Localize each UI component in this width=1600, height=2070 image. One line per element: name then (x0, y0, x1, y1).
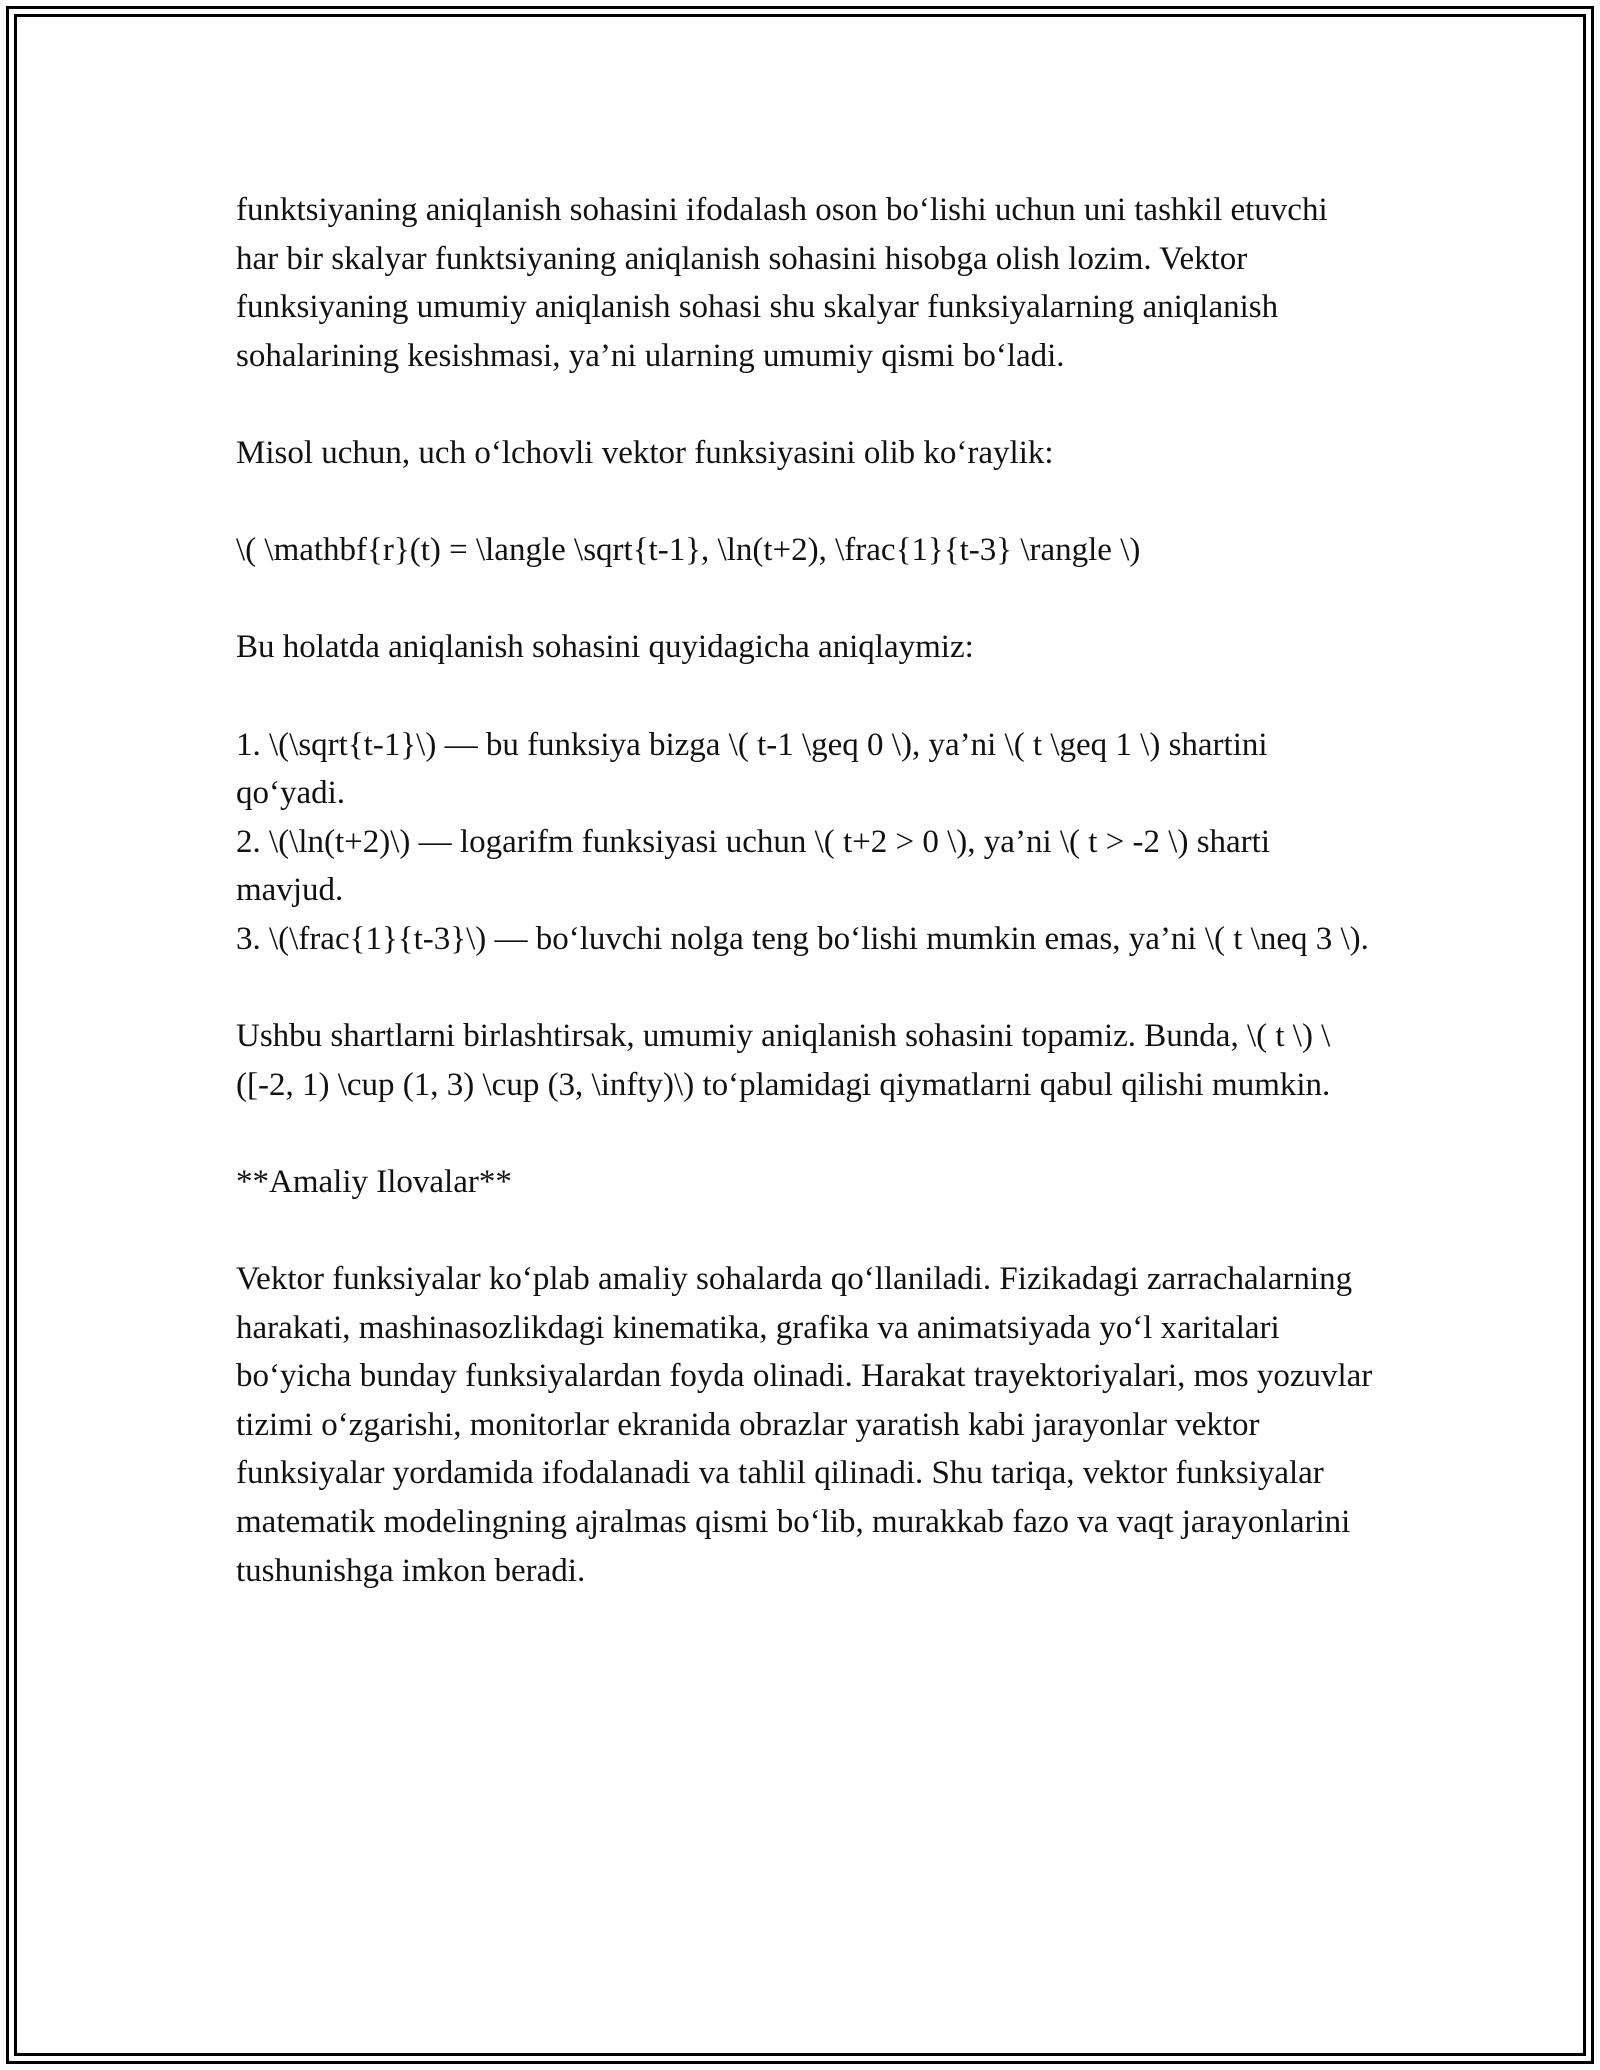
list-item-ln: 2. \(\ln(t+2)\) — logarifm funksiyasi uchun \( t+2 > 0 \), ya’ni \( t > -2 \) sharti mavjud. (236, 823, 1271, 909)
list-item-sqrt: 1. \(\sqrt{t-1}\) — bu funksiya bizga \( t-1 \geq 0 \), ya’ni \( t \geq 1 \) shartini qoʻyadi. (236, 726, 1268, 812)
document-body (236, 186, 1376, 1644)
paragraph-domain-method: Bu holatda aniqlanish sohasini quyidagicha aniqlaymiz: (236, 629, 974, 666)
formula-vector-function: \( \mathbf{r}(t) = \langle \sqrt{t-1}, \ln(t+2), \frac{1}{t-3} \rangle \) (236, 532, 1141, 569)
paragraph-domain-intro: funktsiyaning aniqlanish sohasini ifodalash oson boʻlishi uchun uni tashkil etuvchi har bir skalyar funktsiyaning aniqlanish sohasini hisobga olish lozim. Vektor funksiyaning umumiy aniqlanish sohasi shu skalyar funksiyalarning aniqlanish sohalarining kesishmasi, ya’ni ularning umumiy qismi boʻladi. (236, 192, 1328, 374)
paragraph-applications: Vektor funksiyalar koʻplab amaliy sohalarda qoʻllaniladi. Fizikadagi zarrachalarning harakati, mashinasozlikdagi kinematika, grafika va animatsiyada yoʻl xaritalari boʻyicha bunday funksiyalardan foyda olinadi. Harakat trayektoriyalari, mos yozuvlar tizimi oʻzgarishi, monitorlar ekranida obrazlar yaratish kabi jarayonlar vektor funksiyalar yordamida ifodalanadi va tahlil qilinadi. Shu tariqa, vektor funksiyalar matematik modelingning ajralmas qismi boʻlib, murakkab fazo va vaqt jarayonlarini tushunishga imkon beradi. (236, 1261, 1373, 1589)
section-heading: **Amaliy Ilovalar** (236, 1163, 512, 1200)
paragraph-conclusion: Ushbu shartlarni birlashtirsak, umumiy aniqlanish sohasini topamiz. Bunda, \( t \) \([-2, 1) \cup (1, 3) \cup (3, \infty)\) toʻplamidagi qiymatlarni qabul qilishi mumkin. (236, 1018, 1331, 1103)
list-item-frac: 3. \(\frac{1}{t-3}\) — boʻluvchi nolga teng boʻlishi mumkin emas, ya’ni \( t \neq 3 \). (236, 920, 1369, 957)
paragraph-example-intro: Misol uchun, uch oʻlchovli vektor funksiyasini olib koʻraylik: (236, 434, 1054, 471)
